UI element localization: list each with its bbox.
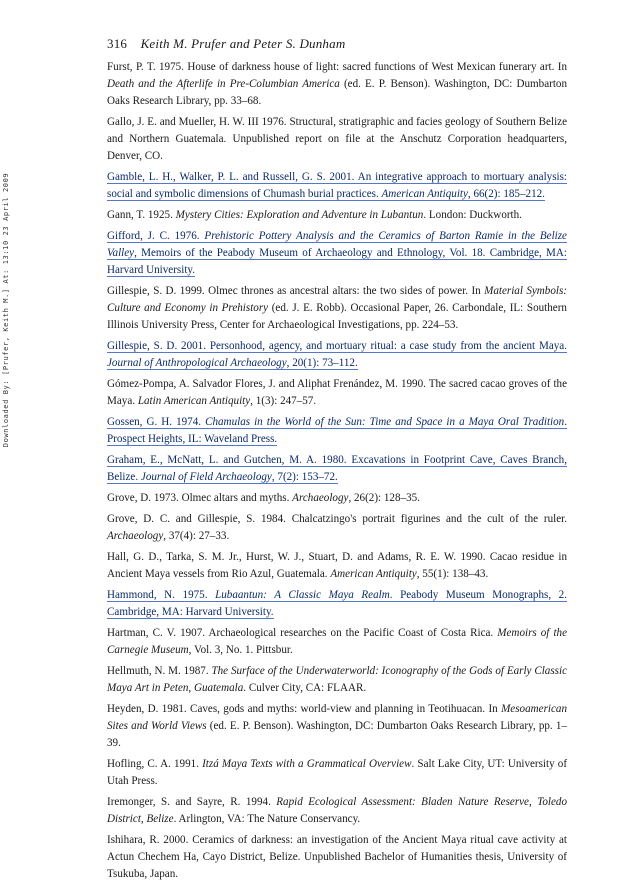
reference-entry [107, 549, 567, 583]
reference-text[interactable]: Gamble, L. H., Walker, P. L. and Russell, G. S. 2001. An integrative approach to mortuary analysis: social and symbolic dimensions of Chumash burial practices. [107, 171, 567, 200]
reference-text[interactable]: Hammond, N. 1975. [107, 589, 216, 601]
reference-text: Heyden, D. 1981. Caves, gods and myths: world-view and planning in Teotihuacan. In [107, 703, 502, 715]
reference-text[interactable]: , 7(2): 153–72. [271, 471, 338, 483]
reference-entry [107, 283, 567, 334]
reference-text: Grove, D. 1973. Olmec altars and myths. [107, 492, 293, 504]
reference-text: . Salt Lake City, UT: University of Utah Press. [107, 758, 568, 787]
reference-text[interactable]: Gifford, J. C. 1976. [107, 230, 205, 242]
reference-text: , 1(3): 247–57. [250, 395, 317, 407]
reference-text[interactable]: Gillespie, S. D. 2001. Personhood, agency, and mortuary ritual: a case study from the ancient Maya. [107, 340, 567, 352]
reference-text[interactable]: Gossen, G. H. 1974. [107, 416, 206, 428]
reference-entry-link[interactable] [107, 338, 567, 372]
reference-entry [107, 59, 567, 110]
reference-entry [107, 376, 567, 410]
reference-entry [107, 663, 567, 697]
reference-title-italic[interactable]: Prehistoric Pottery Analysis and the Ceramics of Barton Ramie in the Belize Valley [107, 230, 567, 259]
reference-text: Gillespie, S. D. 1999. Olmec thrones as ancestral altars: the two sides of power. In [107, 285, 485, 297]
reference-title-italic: Memoirs of the Carnegie Museum [107, 627, 567, 656]
reference-text[interactable]: , 66(2): 185–212. [467, 188, 545, 200]
reference-text: , 55(1): 138–43. [416, 568, 489, 580]
reference-title-italic[interactable]: American Antiquity [381, 188, 468, 200]
reference-title-italic: The Surface of the Underwaterworld: Iconography of the Gods of Early Classic Maya Art in Peten, Guatemala [107, 665, 567, 694]
running-header [107, 36, 345, 52]
reference-entry [107, 794, 567, 828]
reference-entry-link[interactable] [107, 414, 567, 448]
reference-text: (ed. E. P. Benson). Washington, DC: Dumbarton Oaks Research Library, pp. 1–39. [107, 720, 567, 749]
reference-title-italic: Itzá Maya Texts with a Grammatical Overview [202, 758, 412, 770]
reference-text[interactable]: . Peabody Museum Monographs, 2. Cambridge, MA: Harvard University. [107, 589, 567, 618]
reference-text[interactable]: Graham, E., McNatt, L. and Gutchen, M. A. 1980. Excavations in Footprint Cave, Caves Branch, Belize. [107, 454, 567, 483]
reference-entry-link[interactable] [107, 228, 567, 279]
running-head-authors: Keith M. Prufer and Peter S. Dunham [140, 36, 346, 51]
reference-title-italic: Archaeology [107, 530, 164, 542]
reference-text: Hellmuth, N. M. 1987. [107, 665, 212, 677]
reference-entry [107, 625, 567, 659]
reference-text: Gómez-Pompa, A. Salvador Flores, J. and Aliphat Frenández, M. 1990. The sacred cacao groves of the Maya. [107, 378, 567, 407]
reference-list [107, 59, 567, 887]
reference-text[interactable]: . Prospect Heights, IL: Waveland Press. [107, 416, 567, 445]
reference-entry [107, 756, 567, 790]
reference-title-italic: Material Symbols: Culture and Economy in Prehistory [107, 285, 567, 314]
reference-text: . London: Duckworth. [423, 209, 522, 221]
reference-title-italic[interactable]: Chamulas in the World of the Sun: Time and Space in a Maya Oral Tradition [205, 416, 565, 428]
reference-title-italic[interactable]: Journal of Field Archaeology [140, 471, 272, 483]
reference-title-italic: Mystery Cities: Exploration and Adventure in Lubantun [175, 209, 424, 221]
reference-text: (ed. E. P. Benson). Washington, DC: Dumbarton Oaks Research Library, pp. 33–68. [107, 78, 567, 107]
reference-title-italic: Death and the Afterlife in Pre-Columbian America [107, 78, 340, 90]
reference-text: . Arlington, VA: The Nature Conservancy. [173, 813, 361, 825]
reference-text: , 26(2): 128–35. [348, 492, 420, 504]
reference-text: Hofling, C. A. 1991. [107, 758, 203, 770]
reference-text: Gann, T. 1925. [107, 209, 176, 221]
reference-entry-link[interactable] [107, 587, 567, 621]
reference-text: , 37(4): 27–33. [163, 530, 230, 542]
reference-entry [107, 511, 567, 545]
reference-text: Ishihara, R. 2000. Ceramics of darkness: an investigation of the Ancient Maya ritual cave activity at Actun Chechem Ha, Cayo District, Belize. Unpublished Bachelor of Humanities thesis, University of Tsukuba, Japan. [107, 834, 567, 880]
reference-text: Furst, P. T. 1975. House of darkness house of light: sacred functions of West Mexican funerary art. In [107, 61, 567, 73]
reference-text: Iremonger, S. and Sayre, R. 1994. [107, 796, 277, 808]
reference-text: Hartman, C. V. 1907. Archaeological researches on the Pacific Coast of Costa Rica. [107, 627, 498, 639]
reference-text: . Culver City, CA: FLAAR. [243, 682, 367, 694]
reference-title-italic: American Antiquity [330, 568, 417, 580]
reference-entry [107, 207, 567, 224]
reference-text: , Vol. 3, No. 1. Pittsbur. [188, 644, 293, 656]
reference-text[interactable]: , 20(1): 73–112. [286, 357, 358, 369]
reference-title-italic[interactable]: Lubaantun: A Classic Maya Realm [215, 589, 390, 601]
reference-title-italic[interactable]: Journal of Anthropological Archaeology [107, 357, 287, 369]
reference-entry-link[interactable] [107, 452, 567, 486]
download-stamp [0, 70, 12, 550]
reference-text: Gallo, J. E. and Mueller, H. W. III 1976. Structural, stratigraphic and facies geology of Southern Belize and Northern Guatemala. Unpublished report on file at the Anschutz Corporation headquarters, Denver, CO. [107, 116, 567, 162]
reference-text: Grove, D. C. and Gillespie, S. 1984. Chalcatzingo's portrait figurines and the cult of the ruler. [107, 513, 567, 525]
reference-entry [107, 832, 567, 883]
reference-text: (ed. J. E. Robb). Occasional Paper, 26. Carbondale, IL: Southern Illinois University Press, Center for Archaeological Investigations, pp. 224–53. [107, 302, 567, 331]
reference-title-italic: Mesoamerican Sites and World Views [107, 703, 567, 732]
reference-title-italic: Latin American Antiquity [137, 395, 251, 407]
reference-text[interactable]: , Memoirs of the Peabody Museum of Archaeology and Ethnology, Vol. 18. Cambridge, MA: Harvard University. [107, 247, 567, 276]
reference-title-italic: Archaeology [292, 492, 349, 504]
reference-entry [107, 490, 567, 507]
page-number: 316 [107, 36, 128, 51]
reference-entry [107, 701, 567, 752]
reference-text: Hall, G. D., Tarka, S. M. Jr., Hurst, W. J., Stuart, D. and Adams, R. E. W. 1990. Cacao residue in Ancient Maya vessels from Rio Azul, Guatemala. [107, 551, 567, 580]
reference-title-italic: Rapid Ecological Assessment: Bladen Nature Reserve, Toledo District, Belize [107, 796, 567, 825]
download-stamp-text: Downloaded By: [Prufer, Keith M.] At: 13:10 23 April 2009 [2, 172, 10, 448]
reference-entry-link[interactable] [107, 169, 567, 203]
reference-entry [107, 114, 567, 165]
